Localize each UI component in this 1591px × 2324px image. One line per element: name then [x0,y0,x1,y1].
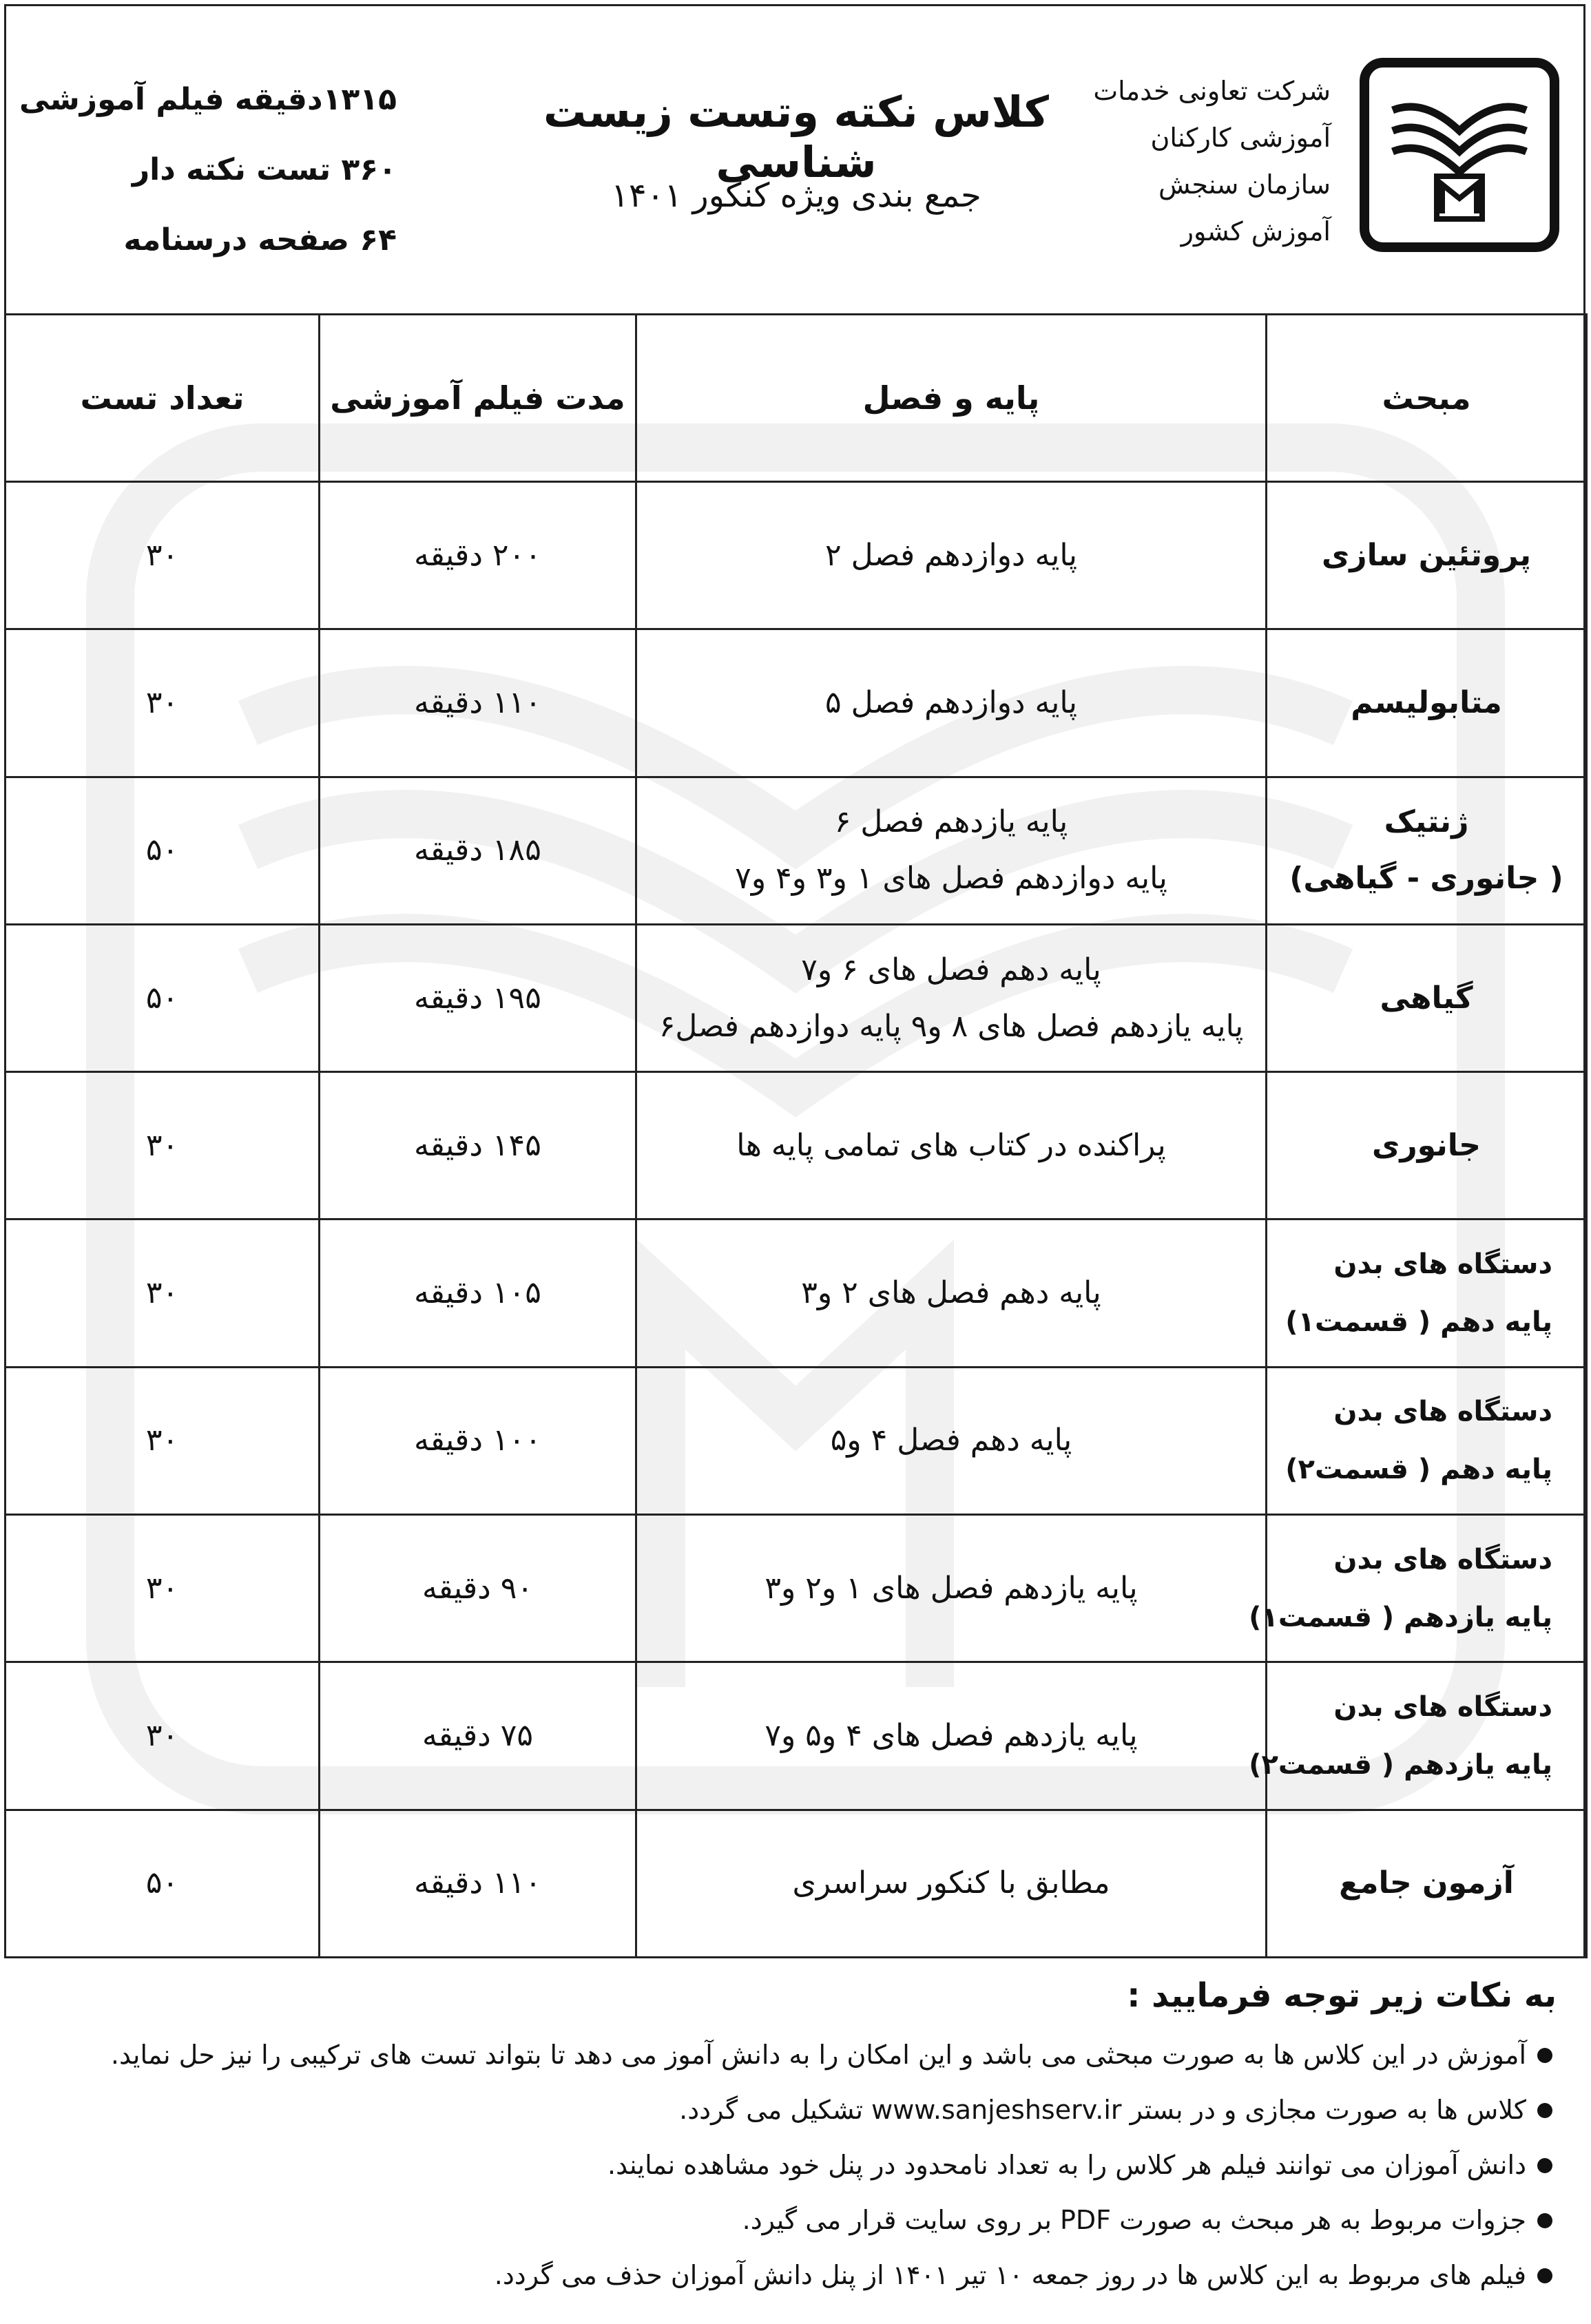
stat-line: ۳۶۰ تست نکته دار [132,152,397,187]
cell-tests: ۳۰ [6,1367,320,1514]
book-logo-icon [1369,67,1550,242]
cell-chapter [636,777,1267,924]
chapter-line: پایه یازدهم فصل ۶ [834,804,1068,840]
stat-line: ۶۴ صفحه درسنامه [123,222,397,258]
cell-duration: ۱۸۵ دقیقه [320,777,636,924]
cell-chapter [636,1367,1267,1514]
cell-topic [1249,1662,1587,1810]
cell-chapter [636,1072,1267,1219]
cell-duration: ۷۵ دقیقه [320,1662,636,1810]
topic-line: گیاهی [1380,980,1473,1016]
cell-duration: ۱۴۵ دقیقه [320,1072,636,1219]
cell-chapter [636,1662,1267,1810]
cell-duration: ۱۱۰ دقیقه [320,629,636,777]
chapter-line: پایه دهم فصل های ۲ و۳ [801,1275,1101,1311]
notes-section [83,1976,1557,2303]
cell-chapter [636,1219,1267,1367]
org-line: آموزشی کارکنان [1150,123,1331,153]
topic-line: دستگاه های بدن [1333,1248,1552,1281]
note-item: آموزش در این کلاس ها به صورت مبحثی می باشد و این امکان را به دانش آموز می دهد تا بتواند تست های ترکیبی را نیز حل نماید. [83,2027,1557,2082]
chapter-line: پایه دوازدهم فصل های ۱ و۳ و۴ و۷ [735,861,1167,897]
cell-duration: ۱۰۰ دقیقه [320,1367,636,1514]
cell-topic [1267,629,1587,777]
note-item: کلاس ها به صورت مجازی و در بستر www.sanjeshserv.ir تشکیل می گردد. [83,2082,1557,2137]
cell-topic [1267,1367,1587,1514]
header-chapter: پایه و فصل [636,315,1267,482]
cell-duration: ۱۱۰ دقیقه [320,1810,636,1957]
cell-tests: ۵۰ [6,924,320,1071]
header [4,4,1585,315]
chapter-line: پراکنده در کتاب های تمامی پایه ها [736,1127,1166,1163]
topic-line: پایه یازدهم ( قسمت۲) [1249,1749,1552,1781]
cell-tests: ۵۰ [6,1810,320,1957]
chapter-line: پایه دوازدهم فصل ۵ [825,684,1077,720]
table-row [6,1219,1587,1367]
table-body [6,482,1587,1958]
cell-tests: ۳۰ [6,1072,320,1219]
cell-duration: ۲۰۰ دقیقه [320,482,636,629]
topic-line: دستگاه های بدن [1333,1396,1552,1428]
table-row [6,777,1587,924]
cell-topic [1267,482,1587,629]
org-line: آموزش کشور [1181,216,1331,247]
topic-line: متابولیسم [1351,684,1502,720]
notes-list [83,2027,1557,2303]
stat-line: ۱۳۱۵دقیقه فیلم آموزشی [19,82,397,117]
topic-line: جانوری [1372,1127,1481,1163]
org-line: شرکت تعاونی خدمات [1093,76,1331,106]
table-row [6,1810,1587,1957]
table-row [6,1662,1587,1810]
cell-chapter [636,482,1267,629]
cell-chapter [636,1515,1267,1662]
table-row [6,924,1587,1071]
cell-duration: ۱۹۵ دقیقه [320,924,636,1071]
notes-title: به نکات زیر توجه فرمایید : [1127,1976,1557,2015]
organization-logo [1360,58,1559,252]
schedule-table [4,313,1588,1958]
table-row [6,482,1587,629]
cell-topic [1267,1072,1587,1219]
header-topic: مبحث [1267,315,1587,482]
table-row [6,629,1587,777]
org-line: سازمان سنجش [1158,169,1331,200]
table-header-row [6,315,1587,482]
note-item: جزوات مربوط به هر مبحث به صورت PDF بر روی سایت قرار می گیرد. [83,2192,1557,2248]
topic-line: پایه دهم ( قسمت۱) [1285,1306,1552,1339]
chapter-line: پایه دوازدهم فصل ۲ [825,537,1077,573]
topic-line: دستگاه های بدن [1333,1691,1552,1724]
table-row [6,1367,1587,1514]
topic-line: دستگاه های بدن [1333,1543,1552,1575]
cell-tests: ۳۰ [6,1515,320,1662]
cell-chapter [636,629,1267,777]
table-row [6,1072,1587,1219]
cell-tests: ۳۰ [6,1219,320,1367]
page-title: کلاس نکته وتست زیست شناسی [543,87,1049,187]
cell-topic [1249,1515,1587,1662]
note-item: دانش آموزان می توانند فیلم هر کلاس را به تعداد نامحدود در پنل خود مشاهده نمایند. [83,2137,1557,2192]
cell-chapter [636,924,1267,1071]
topic-line: پایه یازدهم ( قسمت۱) [1249,1601,1552,1633]
topic-line: پروتئین سازی [1321,537,1532,573]
chapter-line: پایه یازدهم فصل های ۸ و۹ پایه دوازدهم فصل۶ [658,1008,1244,1044]
topic-line: ژنتیک [1384,804,1469,840]
course-stats [19,65,397,275]
table-row [6,1515,1587,1662]
cell-duration: ۱۰۵ دقیقه [320,1219,636,1367]
chapter-line: پایه دهم فصل ۴ و۵ [830,1423,1072,1458]
cell-duration: ۹۰ دقیقه [320,1515,636,1662]
chapter-line: مطابق با کنکور سراسری [792,1865,1110,1901]
cell-tests: ۳۰ [6,629,320,777]
cell-topic [1267,924,1587,1071]
topic-line: آزمون جامع [1339,1865,1514,1901]
cell-tests: ۵۰ [6,777,320,924]
header-tests: تعداد تست [6,315,320,482]
note-item: فیلم های مربوط به این کلاس ها در روز جمعه ۱۰ تیر ۱۴۰۱ از پنل دانش آموزان حذف می گردد. [83,2248,1557,2303]
cell-tests: ۳۰ [6,482,320,629]
cell-topic [1267,1219,1587,1367]
topic-line: ( جانوری - گیاهی) [1289,861,1563,897]
cell-topic [1267,1810,1587,1957]
page-subtitle: جمع بندی ویژه کنکور ۱۴۰۱ [611,176,981,215]
cell-tests: ۳۰ [6,1662,320,1810]
header-duration: مدت فیلم آموزشی [320,315,636,482]
topic-line: پایه دهم ( قسمت۲) [1285,1454,1552,1486]
chapter-line: پایه یازدهم فصل های ۴ و۵ و۷ [765,1718,1138,1754]
organization-name [1093,67,1331,255]
chapter-line: پایه یازدهم فصل های ۱ و۲ و۳ [765,1570,1138,1606]
cell-topic [1267,777,1587,924]
cell-chapter [636,1810,1267,1957]
chapter-line: پایه دهم فصل های ۶ و۷ [801,952,1101,987]
